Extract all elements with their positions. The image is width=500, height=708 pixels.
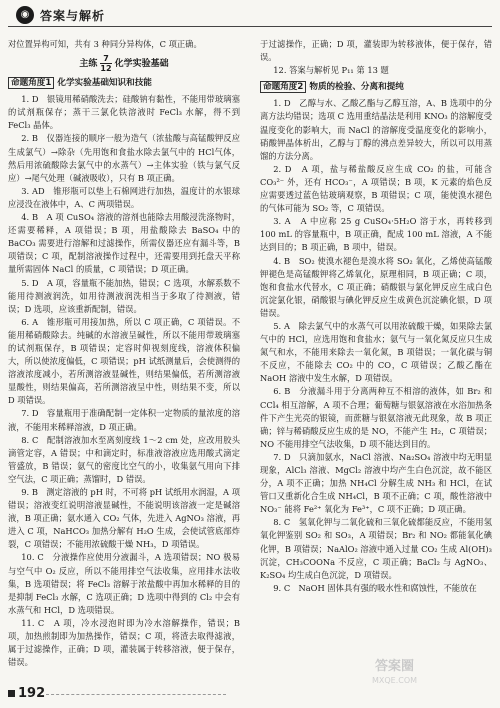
header-title: 答案与解析 [40, 9, 106, 23]
answer-paragraph: 9. B 测定溶液的 pH 时，不可将 pH 试纸用水润湿，A 项错误；溶液变红说明溶液显碱性，不能说明该溶液一定是碱溶液，B 项正确；氨水通入 CO₂ 气体，先进入 AgNO₃ 溶液，再进入 C 项，NaHCO₃ 加热分解有 H₂O 生成，会使试管底部炸裂，C 项错误；不能用浓硫酸干燥 NH₃，D 项错误。 [8, 487, 240, 550]
answer-paragraph: 3. AD 锥形瓶可以垫上石棉网进行加热，温度计的水银球应浸没在液体中，A、C 两项错误。 [8, 185, 240, 209]
page-number-text: 192 [18, 686, 46, 701]
lesson-number: 7 [100, 54, 111, 64]
answer-paragraph: 6. B 分液漏斗用于分离两种互不相溶的液体，如 Br₂ 和 CCl₄ 相互溶解，A 项不合理；葡萄糖与银氨溶液在水浴加热条件下产生光亮的银镜，而蔗糖与银氨溶液无此现象，故 B 项正确；锌与稀硝酸反应生成的是 NO，不能产生 H₂，C 项错误；NO 不能用排空气法收集，D 项不能达到目的。 [260, 386, 492, 449]
answer-paragraph: 7. D 只滴加氨水，NaCl 溶液、Na₂SO₄ 溶液中均无明显现象，AlCl₃ 溶液、MgCl₂ 溶液中均产生白色沉淀，故不能区分，A 项不正确；加热 NH₄Cl 分解生成 NH₃ 和 HCl，在试管口又重新化合生成 NH₄Cl，B 项不正确；C 项，酸性溶液中 NO₃⁻ 能将 Fe²⁺ 氧化为 Fe³⁺，C 项不正确；D 项正确。 [260, 451, 492, 515]
section-heading [8, 77, 240, 90]
section-tag: 命题角度2 [260, 81, 306, 93]
answer-paragraph: 对位置异构可知，共有 3 种同分异构体，C 项正确。 [8, 39, 202, 49]
answer-paragraph: 5. A 除去氯气中的水蒸气可以用浓硫酸干燥，如果除去氯气中的 HCl，应选用饱和食盐水；氨气与一氧化氮反应只生成氮气和水，不能用来除去一氧化氮，B 项错误；一氧化碳与铜不反应，不能除去 CO₂ 中的 CO，C 项错误；乙酸乙酯在 NaOH 溶液中发生水解，D 项错误。 [260, 320, 492, 384]
answer-paragraph: 8. C 配制溶液加水至离刻度线 1～2 cm 处，应改用胶头滴管定容，A 错误；中和滴定时，标准液溶液应选用酸式滴定管盛放，B 错误；氨气的密度比空气的小，收集氨气用向下排空气法，C 项正确；蒸馏时，D 错误。 [8, 434, 240, 484]
answer-paragraph: 7. D 容量瓶用于准确配制一定体积一定物质的量浓度的溶液，不能用来稀释溶液，D 项正确。 [8, 408, 240, 432]
answer-paragraph: 10. C 分液操作应使用分液漏斗，A 选项错误；NO 极易与空气中 O₂ 反应，所以不能用排空气法收集，应用排水法收集，B 选项错误；将 FeCl₃ 溶解于浓盐酸中再加水稀释的目的是抑制 FeCl₃ 水解，C 选项正确；D 选项中得到的 Cl₂ 中会有水蒸气和 HCl，D 选项错误。 [8, 552, 240, 615]
answer-paragraph: 8. C 氢氧化钾与二氧化硫和三氧化硫都能反应，不能用氢氧化钾鉴别 SO₂ 和 SO₃，A 项错误；Br₂ 和 NO₂ 都能氧化碘化钾，B 项错误；NaAlO₂ 溶液中通入过量 CO₂ 生成 Al(OH)₃ 沉淀，CH₃COONa 不反应，C 项正确；BaCl₂ 与 AgNO₃、K₂SO₄ 均生成白色沉淀，D 项错误。 [260, 517, 492, 580]
lesson-label: 主练 [79, 59, 98, 70]
lesson-heading [8, 54, 240, 73]
answer-paragraph: 3. A A 中应称 25 g CuSO₄·5H₂O 溶于水，再转移到100 mL 的容量瓶中，B 项正确，配成 100 mL 溶液，A 不能达到目的；B 项正确，B 项中，错误。 [260, 216, 492, 253]
lesson-total: 12 [100, 64, 112, 74]
section-title: 化学实验基础知识和技能 [57, 78, 152, 89]
right-column [260, 38, 492, 678]
lesson-title: 化学实验基础 [114, 59, 169, 70]
page-header [8, 4, 492, 28]
answer-paragraph: 4. B SO₂ 使溴水褪色是溴水将 SO₂ 氧化，乙烯使高锰酸钾褪色是高锰酸钾将乙烯氧化，原理相同，B 项正确；C 项，饱和食盐水代替水，C 项正确；硝酸银与氯化钾反应生成白色沉淀氯化银，硝酸银与碘化钾反应生成黄色沉淀碘化银，D 项错误。 [260, 255, 492, 318]
answer-paragraph: 5. D A 项，容量瓶不能加热，错误；C 选项，水解系数不能用待测液润洗，如用待测液润洗相当于多取了待测液，错误；D 选项，应该重新配制，错误。 [8, 277, 240, 314]
answer-paragraph: 2. B 仪器连接的顺序一般为造气（浓盐酸与高锰酸钾反应生成氯气）→除杂（先用饱和食盐水除去氯气中的 HCl气体，然后用浓硫酸除去氯气中的水蒸气）→主体实验（铁与氯气反应）→尾气处理（碱液吸收），只有 B 项正确。 [8, 133, 240, 183]
answer-paragraph: 11. C A 项，冷水浸泡时即为冷水溶解操作，错误；B 项，加热煎制即为加热操作，错误；C 项，将渣去取得滤液，属于过滤操作，正确；D 项，灌装属于转移溶液，便于保存，错误。 [8, 617, 240, 668]
left-column [8, 38, 240, 678]
section-heading [260, 81, 492, 94]
answer-paragraph: 于过滤操作，正确；D 项，灌装即为转移液体，便于保存，错误。 [260, 39, 492, 63]
answer-paragraph: 2. D A 项，盐与稀盐酸反应生成 CO₂ 的盐，可能含 CO₃²⁻ 外，还有 HCO₃⁻，A 项错误；B 项，K 元素的焰色反应需要透过蓝色钴玻璃观察，B 项错误；C 项，能使溴水褪色的气体可能为 SO₂ 等，C 项错误。 [260, 163, 492, 214]
book-logo-icon: ◉ [16, 6, 34, 24]
watermark-url: MXQE.COM [372, 676, 418, 685]
watermark-logo [372, 660, 417, 688]
answer-paragraph: 1. D 乙醇与水、乙酸乙酯与乙醇互溶，A、B 选项中的分离方法均错误；选项 C 选用重结晶法是利用 KNO₃ 的溶解度受温度变化的影响大，而 NaCl 的溶解度受温度变化的影响小，硝酸钾晶体析出，乙醇与丁醇的沸点差异较大，所以可以用蒸馏的方法分离。 [260, 98, 492, 161]
page-number [8, 686, 45, 701]
answer-paragraph: 4. B A 项 CuSO₄ 溶液的溶剂也能除去用酸浸洗涤物时，还需要稀释，A 项错误；B 项，用盐酸除去 BaSO₄ 中的 BaCO₃ 需要进行溶解和过滤操作，所需仪器还应有漏斗等，B项错误；C 项，配制溶液操作过程中，还需要用到托盘天平称量所需固体 NaCl 的质量，C 项错误；D 项正确。 [8, 212, 240, 275]
page-marker-icon [8, 690, 15, 697]
section-title: 物质的检验、分离和提纯 [309, 82, 404, 93]
footer-rule [46, 694, 226, 695]
section-tag: 命题角度1 [8, 77, 54, 89]
lesson-fraction [100, 54, 111, 73]
answer-paragraph: 9. C NaOH 固体具有强的吸水性和腐蚀性，不能放在 [273, 582, 477, 593]
answer-paragraph: 12. 答案与解析见 P₁₁ 第 13 题 [273, 65, 389, 76]
watermark-text: 答案圈 [375, 659, 415, 674]
answer-paragraph: 6. A 锥形瓶可用接加热，所以 C 项正确，C 项错误。不能用稀硝酸除去。纯碱的水溶液呈碱性，所以不能用带玻璃塞的试剂瓶保存，B 项错误；定容时仰视刻度线，溶液体积偏大，所以使浓度偏低，C 项错误；pH 试纸测量后，会使测得的溶液浓度减小，若所测溶液显碱性，则结果偏低，若所测溶液显酸性，则结果偏高，若所测溶液呈中性，则结果不变，所以 D 项错误。 [8, 316, 240, 406]
header-rule [8, 26, 492, 27]
answer-paragraph: 1. D 银镜用稀硝酸洗去；硅酸钠有黏性，不能用带玻璃塞的试剂瓶保存；蒸干三氯化铁溶液时 FeCl₃ 水解，得不到 FeCl₃ 晶体。 [8, 94, 240, 131]
